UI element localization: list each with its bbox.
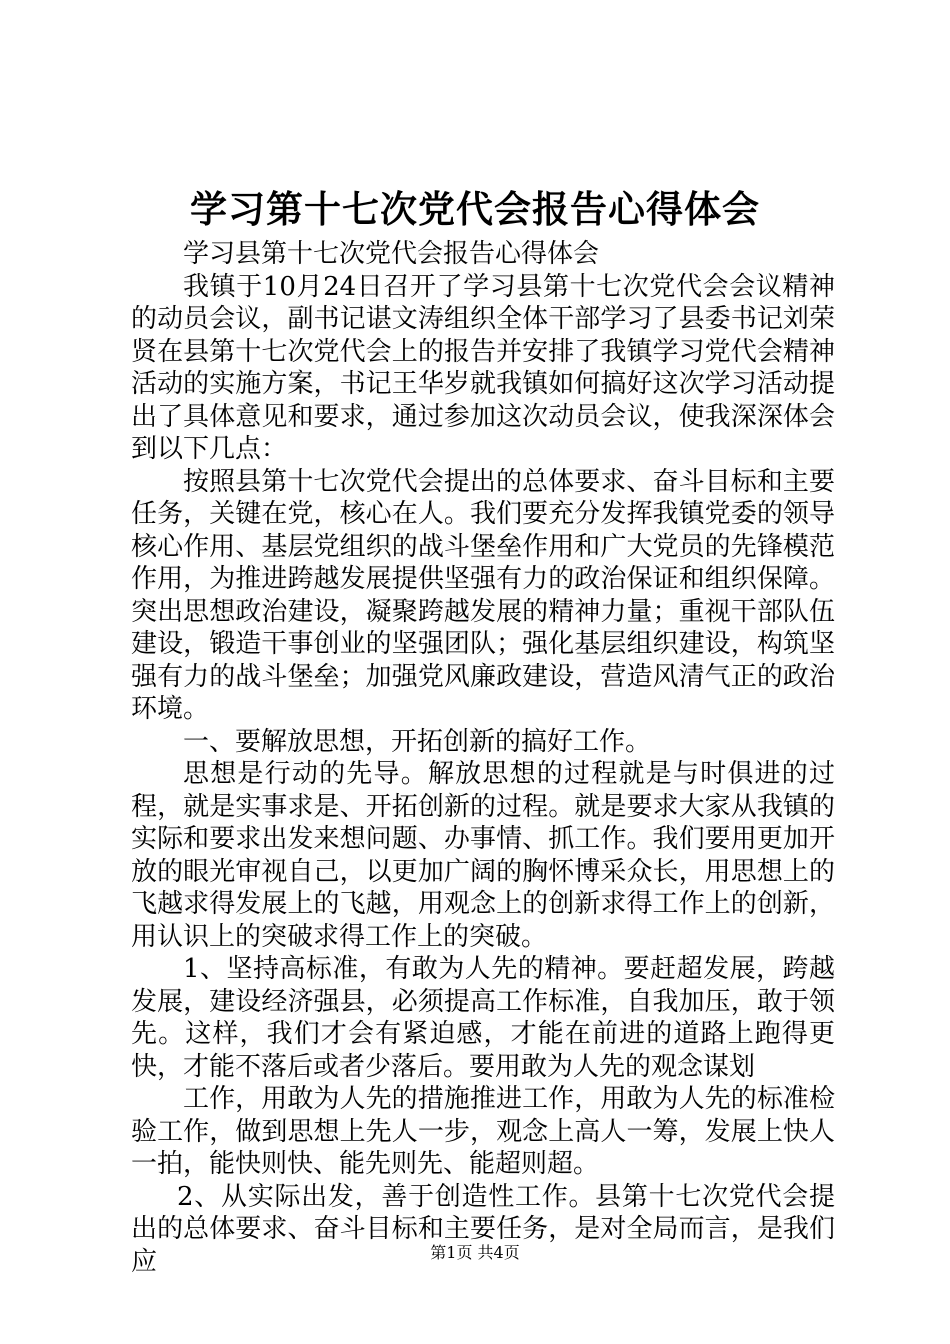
body-paragraph: 2、从实际出发，善于创造性工作。县第十七次党代会提出的总体要求、奋斗目标和主要任务，是对全局而言，是我们应 bbox=[131, 1181, 835, 1277]
page-number-footer: 第1页 共4页 bbox=[430, 1243, 520, 1262]
document-body bbox=[131, 238, 835, 1278]
body-paragraph: 1、坚持高标准，有敢为人先的精神。要赶超发展，跨越发展，建设经济强县，必须提高工作标准，自我加压，敢于领先。这样，我们才会有紧迫感，才能在前进的道路上跑得更快，才能不落后或者少落后。要用敢为人先的观念谋划 bbox=[131, 954, 835, 1082]
document-title: 学习第十七次党代会报告心得体会 bbox=[190, 187, 760, 231]
section-heading: 一、要解放思想，开拓创新的搞好工作。 bbox=[183, 726, 652, 757]
body-paragraph: 按照县第十七次党代会提出的总体要求、奋斗目标和主要任务，关键在党，核心在人。我们要充分发挥我镇党委的领导核心作用、基层党组织的战斗堡垒作用和广大党员的先锋模范作用，为推进跨越发展提供坚强有力的政治保证和组织保障。突出思想政治建设，凝聚跨越发展的精神力量；重视干部队伍建设，锻造干事创业的坚强团队；强化基层组织建设，构筑坚强有力的战斗堡垒；加强党风廉政建设，营造风清气正的政治环境。 bbox=[131, 466, 835, 724]
body-paragraph: 我镇于10月24日召开了学习县第十七次党代会会议精神的动员会议，副书记谌文涛组织全体干部学习了县委书记刘荣贤在县第十七次党代会上的报告并安排了我镇学习党代会精神活动的实施方案，书记王华岁就我镇如何搞好这次学习活动提出了具体意见和要求，通过参加这次动员会议，使我深深体会到以下几点： bbox=[131, 271, 835, 464]
body-paragraph: 工作，用敢为人先的措施推进工作，用敢为人先的标准检验工作，做到思想上先人一步，观念上高人一筹，发展上快人一拍，能快则快、能先则先、能超则超。 bbox=[131, 1084, 835, 1179]
body-paragraph: 思想是行动的先导。解放思想的过程就是与时俱进的过程，就是实事求是、开拓创新的过程。就是要求大家从我镇的实际和要求出发来想问题、办事情、抓工作。我们要用更加开放的眼光审视自己，以更加广阔的胸怀博采众长，用思想上的飞越求得发展上的飞越，用观念上的创新求得工作上的创新，用认识上的突破求得工作上的突破。 bbox=[131, 759, 835, 952]
subtitle-paragraph: 学习县第十七次党代会报告心得体会 bbox=[183, 239, 600, 269]
